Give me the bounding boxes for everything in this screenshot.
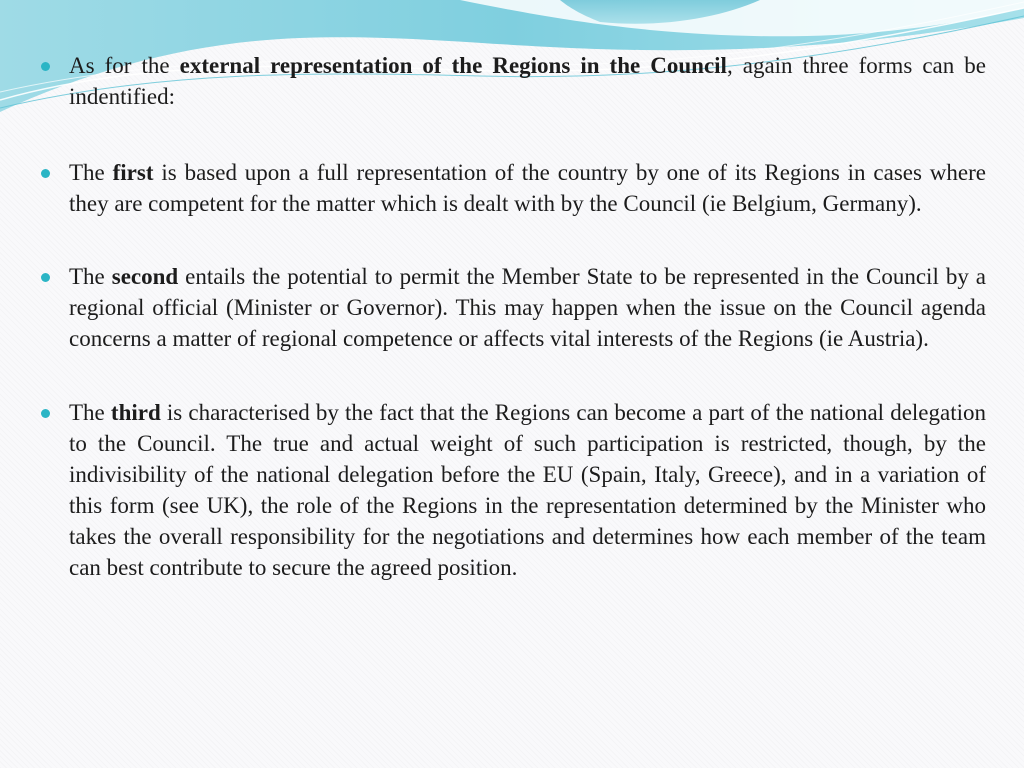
bullet-dot-icon [41,169,50,178]
bullet-text-after: entails the potential to permit the Member State to be represented in the Council by a regional official (Minister or Governor). This may happen when the issue on the Council agenda concerns a matter of regional competence or affects vital interests of the Regions (ie Austria). [69,264,987,351]
bullet-text-before: As for the [69,53,180,78]
bullet-text-bold: external representation of the Regions in the Council [179,53,727,78]
bullet-item-second [40,261,986,354]
bullet-text-bold: second [111,264,179,289]
bullet-text-bold: third [110,400,161,425]
bullet-dot-icon [41,62,50,71]
bullet-text-before: The [69,400,111,425]
bullet-item-third [40,397,986,583]
bullet-item-intro [40,50,986,112]
bullet-dot-icon [41,273,50,282]
bullet-text-after: is characterised by the fact that the Regions can become a part of the national delegation to the Council. The true and actual weight of such participation is restricted, though, by the indivisibility of the national delegation before the EU (Spain, Italy, Greece), and in a variation of this form (see UK), the role of the Regions in the representation determined by the Minister who takes the overall responsibility for the negotiations and determines how each member of the team can best contribute to secure the agreed position. [69,400,986,580]
bullet-dot-icon [41,409,50,418]
bullet-list [40,50,986,625]
bullet-text-after: , again three forms can be indentified: [69,53,986,109]
bullet-text-bold: first [112,160,154,185]
bullet-text-before: The [69,264,112,289]
bullet-text-before: The [69,160,113,185]
bullet-text-after: is based upon a full representation of the country by one of its Regions in cases where they are competent for the matter which is dealt with by the Council (ie Belgium, Germany). [69,160,986,216]
bullet-item-first [40,157,986,219]
